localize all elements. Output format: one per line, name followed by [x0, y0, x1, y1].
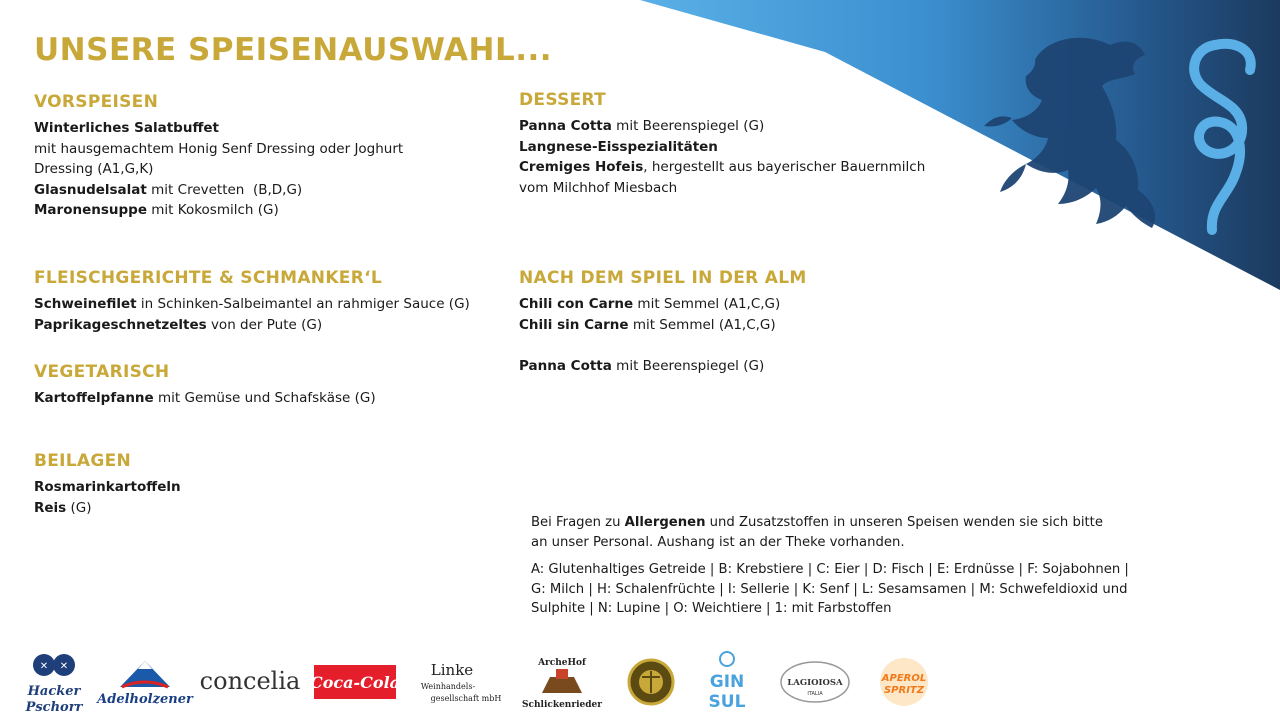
menu-item-name: Cremiges Hofeis	[519, 159, 644, 175]
allergen-intro-bold: Allergenen	[624, 515, 706, 530]
menu-item-description: mit Gemüse und Schafskäse (G)	[153, 390, 376, 406]
menu-list	[34, 118, 403, 221]
menu-item	[34, 498, 181, 519]
menu-item	[519, 294, 807, 315]
menu-item-description: mit Crevetten (B,D,G)	[146, 181, 303, 198]
menu-item	[34, 200, 403, 221]
allergen-intro-line2: an unser Personal. Aushang ist an der Theke vorhanden.	[531, 534, 905, 550]
sponsor-text: Schlickenrieder	[522, 700, 602, 710]
sponsor-text: Linke	[430, 661, 474, 679]
svg-text:✕: ✕	[59, 661, 69, 672]
menu-item	[34, 180, 403, 201]
menu-item	[519, 335, 807, 356]
menu-item	[34, 315, 470, 336]
menu-item	[519, 137, 925, 158]
gin-sul-logo	[698, 647, 756, 717]
menu-item-description: (G)	[66, 499, 92, 516]
menu-item	[34, 139, 403, 160]
section-heading: BEILAGEN	[34, 451, 132, 471]
sponsor-text: LAGIOIOSA	[787, 678, 843, 688]
menu-item-description: mit hausgemachtem Honig Senf Dressing oder Joghurt	[34, 140, 404, 157]
allergen-intro	[531, 513, 1171, 533]
archehof-logo	[520, 647, 604, 717]
section-heading: FLEISCHGERICHTE & SCHMANKER‘L	[34, 268, 383, 288]
aperol-spritz-logo	[874, 647, 934, 717]
sponsor-text: Hacker	[27, 684, 81, 699]
sponsor-text: gesellschaft mbH	[430, 694, 502, 703]
menu-item	[519, 315, 807, 336]
section-heading: DESSERT	[519, 90, 607, 110]
allergen-legend-line: Sulphite | N: Lupine | O: Weichtiere | 1: mit Farbstoffen	[531, 601, 892, 616]
sponsor-text: GIN	[709, 672, 745, 692]
adelholzener-logo	[97, 647, 193, 717]
allergen-note	[531, 513, 1171, 619]
page-title: UNSERE SPEISENAUSWAHL...	[34, 32, 553, 68]
sponsor-text: SUL	[708, 692, 746, 712]
sponsor-text: SPRITZ	[883, 685, 925, 696]
menu-item-description: , hergestellt aus bayerischer Bauernmilch	[643, 159, 926, 175]
menu-item-description: mit Beerenspiegel (G)	[611, 118, 765, 134]
section-beilagen	[34, 451, 181, 518]
menu-list	[34, 477, 181, 518]
section-vorspeisen	[34, 92, 403, 221]
menu-list	[519, 116, 925, 198]
section-vegetarisch	[34, 362, 376, 409]
concelia-logo	[199, 647, 301, 717]
menu-item-name: Schweinefilet	[34, 296, 137, 312]
menu-item-name: Reis	[34, 499, 67, 516]
menu-item	[34, 159, 403, 180]
section-fleischgerichte	[34, 268, 470, 335]
sponsor-text: Pschorr	[25, 700, 83, 715]
menu-item	[519, 356, 807, 377]
menu-item-description: mit Beerenspiegel (G)	[611, 357, 765, 374]
allergen-legend-line: G: Milch | H: Schalenfrüchte | I: Sellerie | K: Senf | L: Sesamsamen | M: Schwefeldioxid und	[531, 581, 1128, 597]
menu-item	[519, 178, 925, 199]
menu-item-name: Winterliches Salatbuffet	[34, 120, 219, 136]
menu-item-name: Langnese-Eisspezialitäten	[519, 138, 718, 155]
sponsor-logos	[26, 647, 946, 717]
section-dessert	[519, 90, 925, 198]
menu-list	[34, 294, 470, 335]
menu-item-description: vom Milchhof Miesbach	[519, 179, 678, 196]
menu-item-name: Rosmarinkartoffeln	[34, 479, 181, 495]
menu-item	[34, 118, 403, 139]
menu-item	[34, 388, 376, 409]
menu-item-name: Panna Cotta	[519, 357, 612, 374]
menu-item	[34, 477, 181, 498]
section-heading: VORSPEISEN	[34, 92, 159, 112]
menu-list	[519, 294, 807, 376]
svg-text:✕: ✕	[39, 661, 49, 672]
menu-item-name: Chili sin Carne	[519, 316, 629, 333]
coca-cola-logo	[309, 647, 401, 717]
section-nach-dem-spiel	[519, 268, 807, 376]
sponsor-text: concelia	[199, 667, 301, 695]
menu-item-description: Dressing (A1,G,K)	[34, 161, 154, 177]
menu-item	[519, 157, 925, 178]
allergen-intro-pre: Bei Fragen zu	[531, 515, 625, 530]
jagermeister-logo	[624, 647, 678, 717]
sponsor-text: ArcheHof	[538, 658, 586, 668]
menu-item-name: Paprikageschnetzeltes	[34, 316, 207, 333]
menu-item-description: mit Kokosmilch (G)	[146, 202, 279, 218]
menu-item	[34, 294, 470, 315]
menu-item-name: Glasnudelsalat	[34, 181, 147, 198]
sponsor-text: ITALIA	[807, 691, 823, 697]
sponsor-text: Weinhandels-	[420, 682, 476, 691]
menu-item-description: von der Pute (G)	[206, 316, 323, 333]
menu-list	[34, 388, 376, 409]
menu-item-description: mit Semmel (A1,C,G)	[628, 316, 776, 333]
hacker-pschorr-logo	[26, 647, 82, 717]
section-heading: VEGETARISCH	[34, 362, 170, 382]
menu-item-name: Panna Cotta	[519, 118, 612, 134]
menu-item-name: Chili con Carne	[519, 296, 634, 312]
allergen-intro-post: und Zusatzstoffen in unseren Speisen wenden sie sich bitte	[705, 515, 1103, 530]
menu-item-name: Kartoffelpfanne	[34, 390, 154, 406]
linke-logo	[418, 647, 502, 717]
sponsor-text: APEROL	[881, 673, 927, 684]
menu-item	[519, 116, 925, 137]
menu-item-name: Maronensuppe	[34, 202, 147, 218]
sponsor-text: Adelholzener	[97, 692, 193, 707]
section-heading: NACH DEM SPIEL IN DER ALM	[519, 268, 807, 288]
la-gioiosa-logo	[778, 647, 852, 717]
allergen-legend-line: A: Glutenhaltiges Getreide | B: Krebstiere | C: Eier | D: Fisch | E: Erdnüsse | F: Sojabohnen |	[531, 562, 1129, 577]
menu-item-description: in Schinken-Salbeimantel an rahmiger Sauce (G)	[136, 296, 470, 312]
menu-item-description: mit Semmel (A1,C,G)	[633, 296, 781, 312]
sponsor-text: Coca-Cola	[309, 673, 401, 692]
